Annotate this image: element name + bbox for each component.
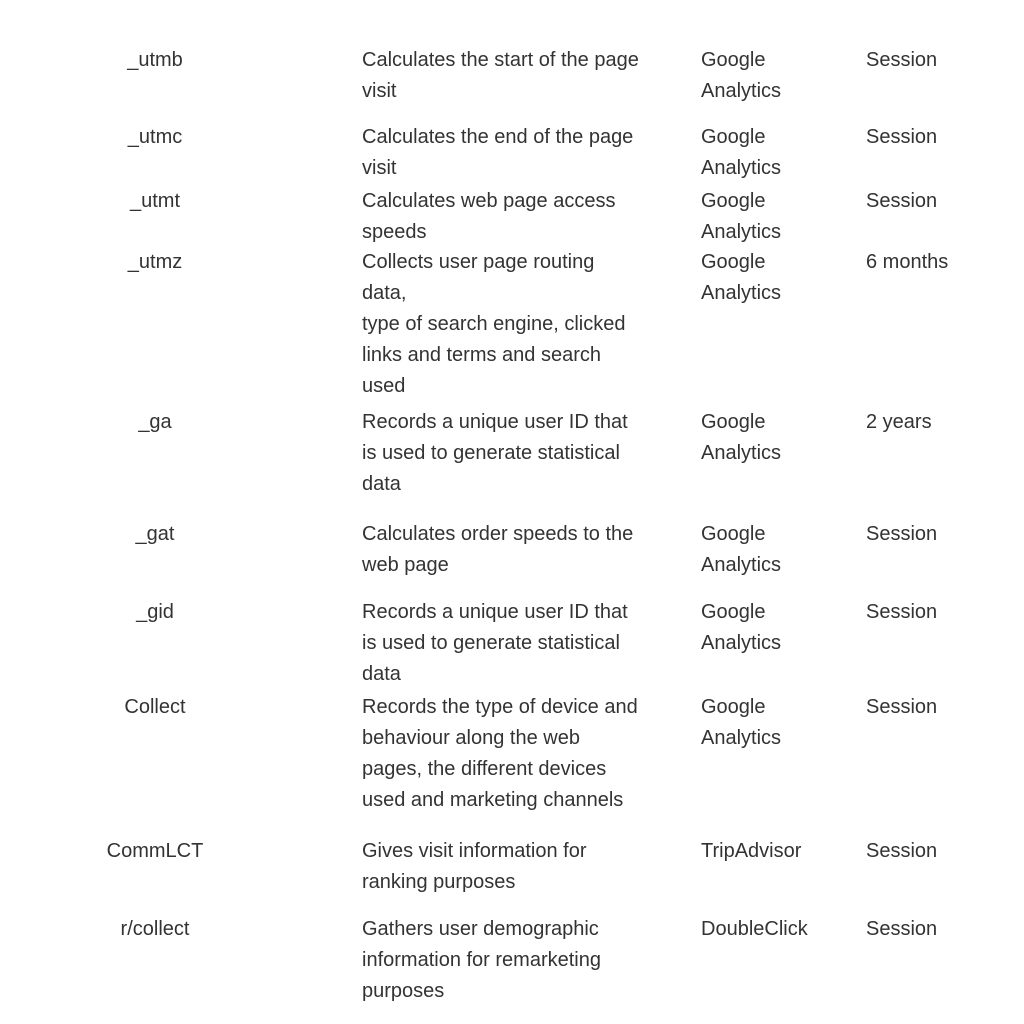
cookie-description: Calculates web page access speeds (362, 190, 616, 243)
cookie-provider: TripAdvisor (701, 840, 802, 862)
cookie-duration: Session (866, 49, 938, 71)
cookie-provider: Google Analytics (701, 49, 782, 102)
cookie-provider: Google Analytics (701, 523, 782, 576)
cookie-description: Calculates the start of the page visit (362, 49, 639, 102)
cookie-duration: Session (866, 840, 938, 862)
cookie-provider: Google Analytics (701, 696, 782, 749)
cookie-provider: Google Analytics (701, 190, 782, 243)
cookie-name: CommLCT (106, 840, 204, 862)
cookie-description: Calculates order speeds to the web page (362, 523, 634, 576)
cookie-name: _gat (135, 523, 175, 545)
cookie-provider: Google Analytics (701, 126, 782, 179)
cookie-duration: Session (866, 523, 938, 545)
cookie-name: Collect (124, 696, 186, 718)
cookie-name: _utmb (127, 49, 183, 71)
cookie-description: Collects user page routing data, type of search engine, clicked links and terms and search used (362, 251, 626, 397)
cookie-provider: Google Analytics (701, 251, 782, 304)
cookie-duration: Session (866, 190, 938, 212)
cookie-duration: Session (866, 696, 938, 718)
cookie-provider: Google Analytics (701, 601, 782, 654)
cookie-duration: Session (866, 918, 938, 940)
cookie-description: Calculates the end of the page visit (362, 126, 634, 179)
cookie-name: r/collect (120, 918, 190, 940)
cookie-description: Gives visit information for ranking purposes (362, 840, 587, 893)
cookie-name: _utmt (129, 190, 181, 212)
cookie-description: Records a unique user ID that is used to generate statistical data (362, 411, 628, 495)
cookie-name: _gid (136, 601, 174, 623)
cookie-duration: 6 months (866, 251, 949, 273)
cookie-description: Records a unique user ID that is used to generate statistical data (362, 601, 628, 685)
cookie-duration: 2 years (866, 411, 932, 433)
cookie-description: Gathers user demographic information for remarketing purposes (362, 918, 601, 1002)
cookie-name: _utmc (127, 126, 183, 148)
cookie-provider: Google Analytics (701, 411, 782, 464)
cookie-duration: Session (866, 126, 938, 148)
cookie-name: _ga (138, 411, 172, 433)
cookie-provider: DoubleClick (701, 918, 808, 940)
cookie-duration: Session (866, 601, 938, 623)
cookie-description: Records the type of device and behaviour along the web pages, the different devices used and marketing channels (362, 696, 638, 811)
cookie-name: _utmz (127, 251, 183, 273)
